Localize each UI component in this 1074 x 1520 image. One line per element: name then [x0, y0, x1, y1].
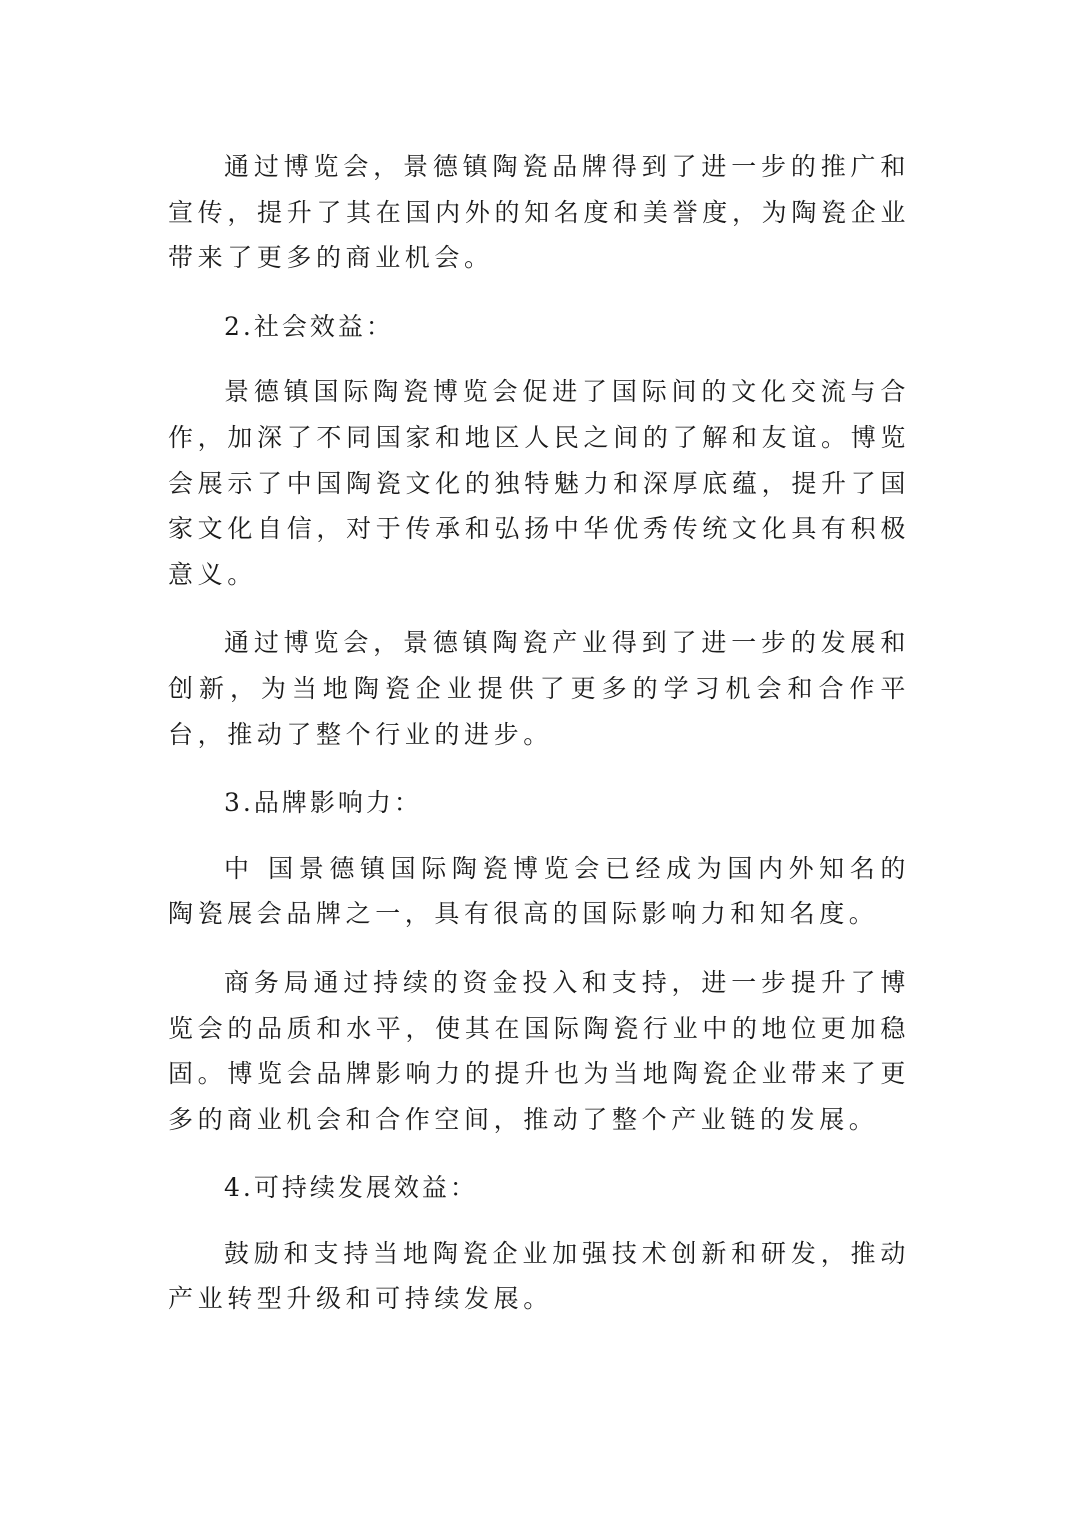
- paragraph-expo-reputation: 中 国景德镇国际陶瓷博览会已经成为国内外知名的陶瓷展会品牌之一，具有很高的国际影响力和知名度。: [168, 853, 910, 929]
- section-heading-sustainable-development: 4.可持续发展效益：: [224, 1173, 478, 1203]
- paragraph-commerce-bureau-support: 商务局通过持续的资金投入和支持，进一步提升了博览会的品质和水平，使其在国际陶瓷行业中的地位更加稳固。博览会品牌影响力的提升也为当地陶瓷企业带来了更多的商业机会和合作空间，推动了整个产业链的发展。: [168, 967, 910, 1134]
- section-heading-brand-influence: 3.品牌影响力：: [224, 788, 422, 818]
- paragraph-cultural-exchange: 景德镇国际陶瓷博览会促进了国际间的文化交流与合作，加深了不同国家和地区人民之间的了解和友谊。博览会展示了中国陶瓷文化的独特魅力和深厚底蕴，提升了国家文化自信，对于传承和弘扬中华优秀传统文化具有积极意义。: [168, 377, 910, 589]
- section-heading-social-benefits: 2.社会效益：: [224, 311, 394, 341]
- document-body: [168, 144, 910, 1322]
- paragraph-industry-development: 通过博览会，景德镇陶瓷产业得到了进一步的发展和创新，为当地陶瓷企业提供了更多的学习机会和合作平台，推动了整个行业的进步。: [168, 628, 910, 749]
- paragraph-technology-innovation: 鼓励和支持当地陶瓷企业加强技术创新和研发，推动产业转型升级和可持续发展。: [168, 1238, 910, 1314]
- paragraph-brand-promotion: 通过博览会，景德镇陶瓷品牌得到了进一步的推广和宣传，提升了其在国内外的知名度和美誉度，为陶瓷企业带来了更多的商业机会。: [168, 152, 910, 273]
